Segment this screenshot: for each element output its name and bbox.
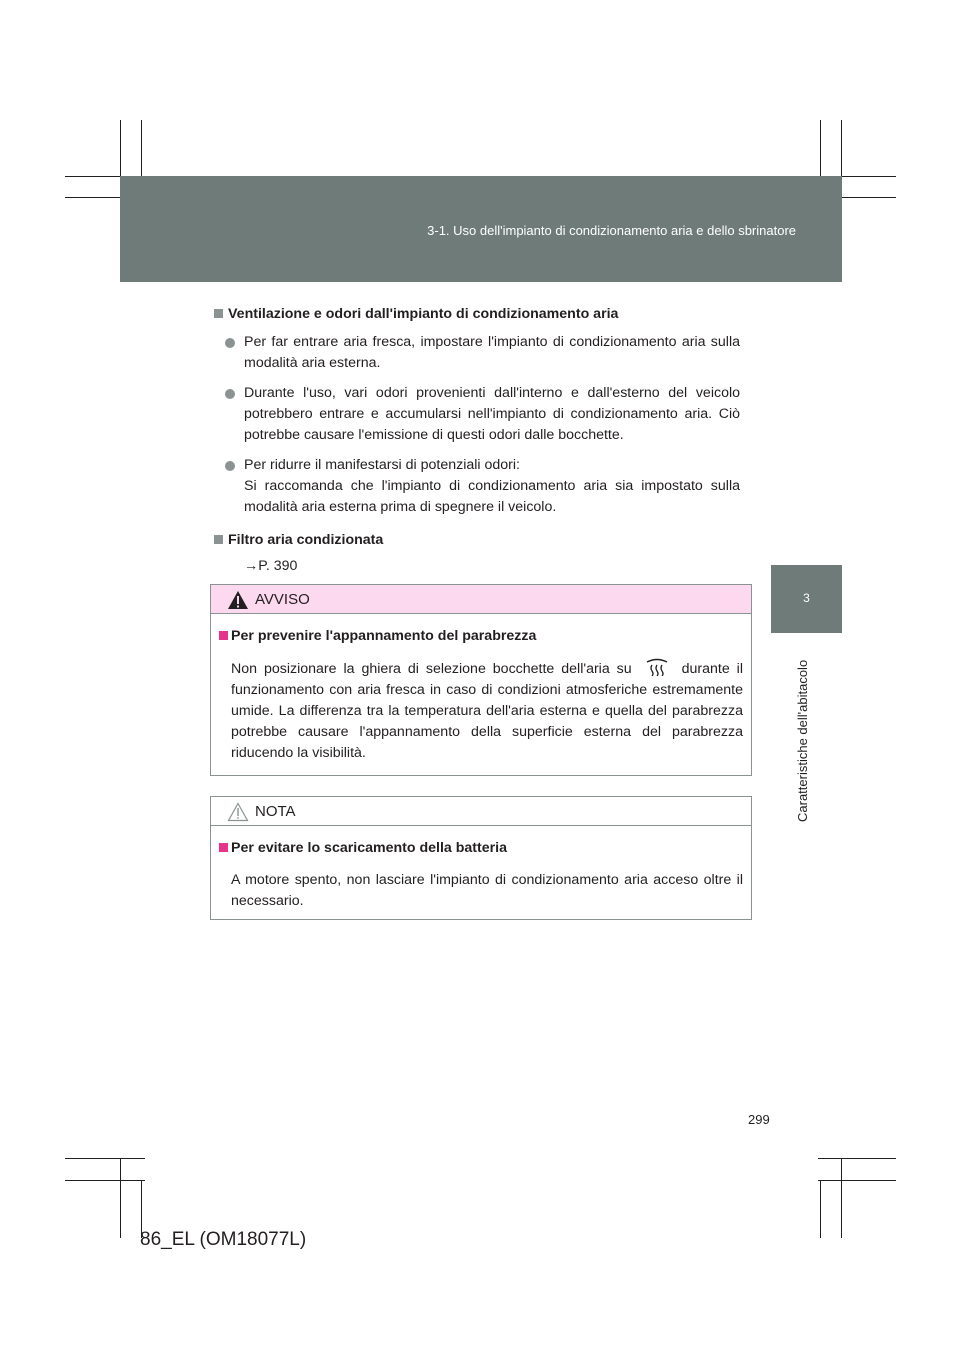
bullet-dot-icon (225, 338, 235, 348)
crop-mark (65, 1180, 145, 1181)
notice-body (211, 826, 751, 928)
section-heading: Filtro aria condizionata (214, 532, 740, 548)
chapter-title: 3-1. Uso dell'impianto di condizionamento aria e dello sbrinatore (427, 223, 796, 238)
heading-square-icon (214, 309, 223, 318)
chapter-side-label: Caratteristiche dell'abitacolo (795, 659, 810, 822)
heading-square-icon (219, 843, 228, 852)
notice-subheading: Per evitare lo scaricamento della batteria (219, 840, 743, 856)
section-heading: Ventilazione e odori dall'impianto di condizionamento aria (214, 306, 740, 322)
main-content (214, 306, 740, 574)
page-number: 299 (748, 1112, 770, 1127)
chapter-number: 3 (803, 591, 810, 605)
crop-mark (65, 1158, 145, 1159)
warning-subheading: Per prevenire l'appannamento del parabrezza (219, 628, 743, 644)
crop-mark (841, 1158, 842, 1238)
crop-mark (820, 1180, 821, 1238)
notice-box (210, 796, 752, 920)
heading-square-icon (214, 535, 223, 544)
heading-square-icon (219, 631, 228, 640)
list-item: Per ridurre il manifestarsi di potenziali odori: Si raccomanda che l'impianto di condizionamento aria sia impostato sulla modalità aria esterna prima di spegnere il veicolo. (214, 455, 740, 518)
list-item: Durante l'uso, vari odori provenienti dall'interno e dall'esterno del veicolo potrebbero entrare e accumularsi nell'impianto di condizionamento aria. Ciò potrebbe causare l'emissione di questi odori dalle bocchette. (214, 383, 740, 446)
notice-text: A motore spento, non lasciare l'impianto di condizionamento aria acceso oltre il necessario. (231, 872, 743, 909)
warning-header (211, 585, 751, 614)
windshield-defroster-icon (645, 658, 669, 676)
warning-body (211, 614, 751, 780)
notice-label: NOTA (255, 803, 296, 820)
bullet-dot-icon (225, 389, 235, 399)
list-item: Per far entrare aria fresca, impostare l'impianto di condizionamento aria sulla modalità aria esterna. (214, 332, 740, 374)
chapter-tab (771, 565, 842, 633)
notice-header (211, 797, 751, 826)
crop-mark (818, 1180, 896, 1181)
chapter-header (120, 176, 842, 282)
crop-mark (120, 1158, 121, 1238)
crop-mark (818, 1158, 896, 1159)
page-reference: →P. 390 (244, 558, 298, 574)
bullet-dot-icon (225, 461, 235, 471)
warning-triangle-icon (227, 590, 249, 610)
warning-text: Non posizionare la ghiera di selezione bocchette dell'aria su durante il funzionamento con aria fresca in caso di condizioni atmosferiche estremamente umide. La differenza tra la temperatura dell'aria esterna e quella del parabrezza potrebbe causare l'appannamento della superficie esterna del parabrezza riducendo la visibilità. (219, 658, 743, 764)
warning-box (210, 584, 752, 776)
warning-label: AVVISO (255, 591, 310, 608)
caution-triangle-icon (227, 802, 249, 822)
footer-code: 86_EL (OM18077L) (140, 1229, 307, 1250)
